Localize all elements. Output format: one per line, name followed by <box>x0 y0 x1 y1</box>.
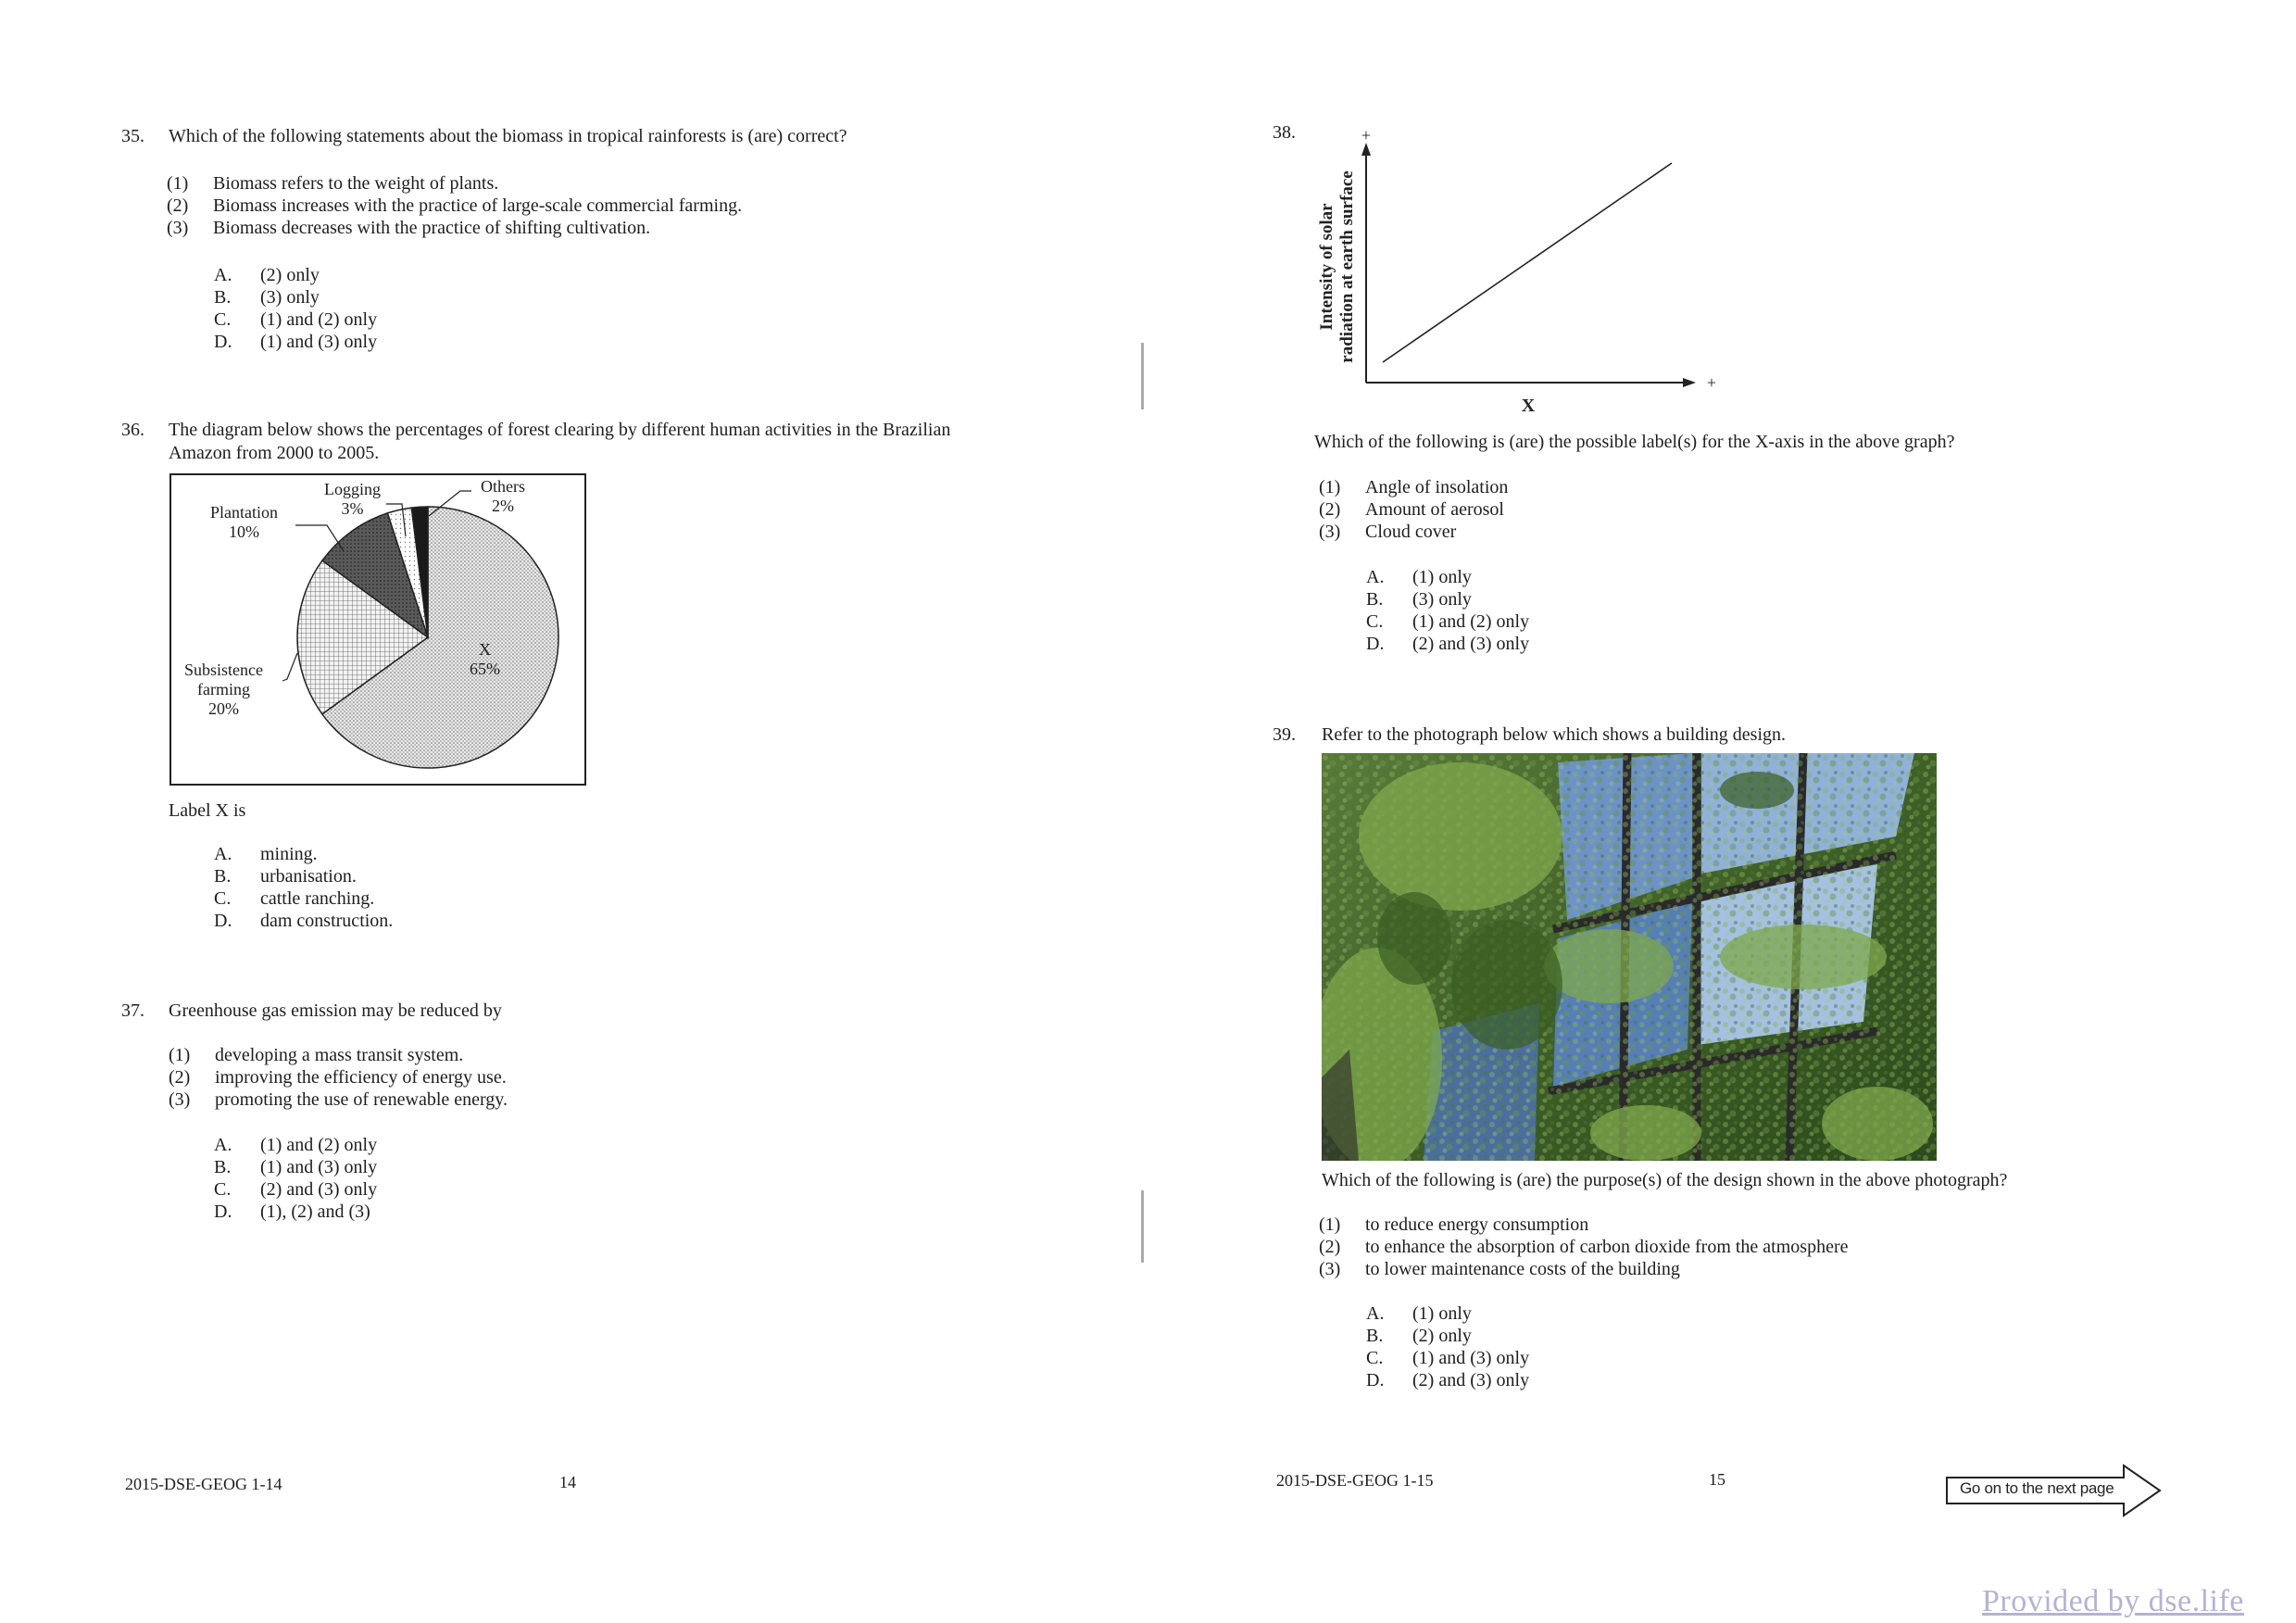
footer-page-number: 14 <box>559 1473 576 1491</box>
x-axis-arrowhead <box>1683 378 1696 387</box>
building-photo <box>1322 753 1937 1161</box>
y-axis-arrowhead <box>1361 143 1371 156</box>
question-text: Which of the following statements about the biomass in tropical rainforests is (are) correct? <box>169 126 847 146</box>
option-a: A. (1) only <box>1366 567 1472 587</box>
option-c: C. (1) and (2) only <box>1366 611 1530 632</box>
scan-mark <box>1141 343 1144 409</box>
footer-code: 2015-DSE-GEOG 1-15 <box>1276 1471 1434 1490</box>
subsistence-farming-label: Subsistence farming 20% <box>184 661 263 718</box>
y-axis-label-line-1: Intensity of solar <box>1317 203 1336 331</box>
option-c: C. (1) and (2) only <box>214 309 378 330</box>
watermark: Provided by dse.life <box>1982 1584 2244 1618</box>
option-a: A. (2) only <box>214 265 320 285</box>
pie-chart-box <box>169 473 586 786</box>
others-label: Others 2% <box>481 477 525 515</box>
trend-line <box>1383 163 1672 362</box>
statement-2: (2) Biomass increases with the practice of large-scale commercial farming. <box>167 195 743 216</box>
statement-1: (1) Angle of insolation <box>1319 477 1509 497</box>
next-page-label: Go on to the next page <box>1960 1479 2114 1497</box>
question-text: Which of the following is (are) the possible label(s) for the X-axis in the above graph? <box>1314 432 1955 452</box>
line-graph <box>1310 120 1791 417</box>
option-d: D. (2) and (3) only <box>1366 1370 1530 1390</box>
logging-label: Logging 3% <box>324 480 381 518</box>
option-c: C. (1) and (3) only <box>1366 1348 1530 1368</box>
option-a: A. (1) and (2) only <box>214 1135 378 1155</box>
statement-2: (2) Amount of aerosol <box>1319 499 1504 520</box>
statement-1: (1) developing a mass transit system. <box>169 1045 464 1065</box>
option-d: D. (1), (2) and (3) <box>214 1202 370 1222</box>
statement-2: (2) improving the efficiency of energy use. <box>169 1067 507 1088</box>
footer-page-number: 15 <box>1709 1470 1725 1489</box>
statement-3: (3) to lower maintenance costs of the building <box>1319 1259 1680 1279</box>
x-label: X 65% <box>470 640 500 678</box>
footer-code: 2015-DSE-GEOG 1-14 <box>125 1475 282 1493</box>
scan-mark <box>1141 1190 1144 1263</box>
statement-3: (3) promoting the use of renewable energy. <box>169 1089 508 1110</box>
option-c: C. cattle ranching. <box>214 888 375 909</box>
statement-1: (1) to reduce energy consumption <box>1319 1214 1589 1235</box>
statement-2: (2) to enhance the absorption of carbon dioxide from the atmosphere <box>1319 1237 1849 1257</box>
question-text: Which of the following is (are) the purpose(s) of the design shown in the above photograph? <box>1322 1170 2008 1190</box>
option-c: C. (2) and (3) only <box>214 1179 378 1200</box>
statement-1: (1) Biomass refers to the weight of plants. <box>167 173 499 194</box>
option-d: D. (1) and (3) only <box>214 332 378 352</box>
x-axis-label: X <box>1521 396 1536 416</box>
x-axis-end-symbol: + <box>1706 373 1717 392</box>
question-text: Greenhouse gas emission may be reduced by <box>169 1000 502 1021</box>
option-a: A. mining. <box>214 844 318 864</box>
statement-3: (3) Cloud cover <box>1319 522 1457 542</box>
question-intro: Refer to the photograph below which shows a building design. <box>1322 724 1787 745</box>
question-number: 39. <box>1273 724 1296 745</box>
question-number: 37. <box>121 1000 144 1021</box>
option-b: B. (3) only <box>1366 589 1472 610</box>
option-d: D. (2) and (3) only <box>1366 634 1530 654</box>
question-number: 38. <box>1273 122 1296 143</box>
label-x-prompt: Label X is <box>169 800 246 821</box>
question-number: 35. <box>121 126 144 146</box>
subsistence-leader-line <box>282 653 297 681</box>
statement-3: (3) Biomass decreases with the practice of shifting cultivation. <box>167 218 651 238</box>
plantation-label: Plantation 10% <box>210 503 278 541</box>
question-text-line-1: The diagram below shows the percentages of forest clearing by different human activities in the Brazilian <box>169 420 951 440</box>
option-b: B. (3) only <box>214 287 320 308</box>
question-number: 36. <box>121 420 144 440</box>
option-b: B. urbanisation. <box>214 866 357 887</box>
y-axis-label-line-2: radiation at earth surface <box>1337 170 1357 363</box>
option-b: B. (2) only <box>1366 1326 1472 1346</box>
right-page <box>1148 0 2296 1623</box>
question-text-line-2: Amazon from 2000 to 2005. <box>169 443 380 463</box>
option-b: B. (1) and (3) only <box>214 1157 378 1177</box>
y-axis-end-symbol: + <box>1361 126 1372 145</box>
next-page-arrow <box>1945 1463 2163 1518</box>
option-a: A. (1) only <box>1366 1303 1472 1324</box>
option-d: D. dam construction. <box>214 911 394 931</box>
